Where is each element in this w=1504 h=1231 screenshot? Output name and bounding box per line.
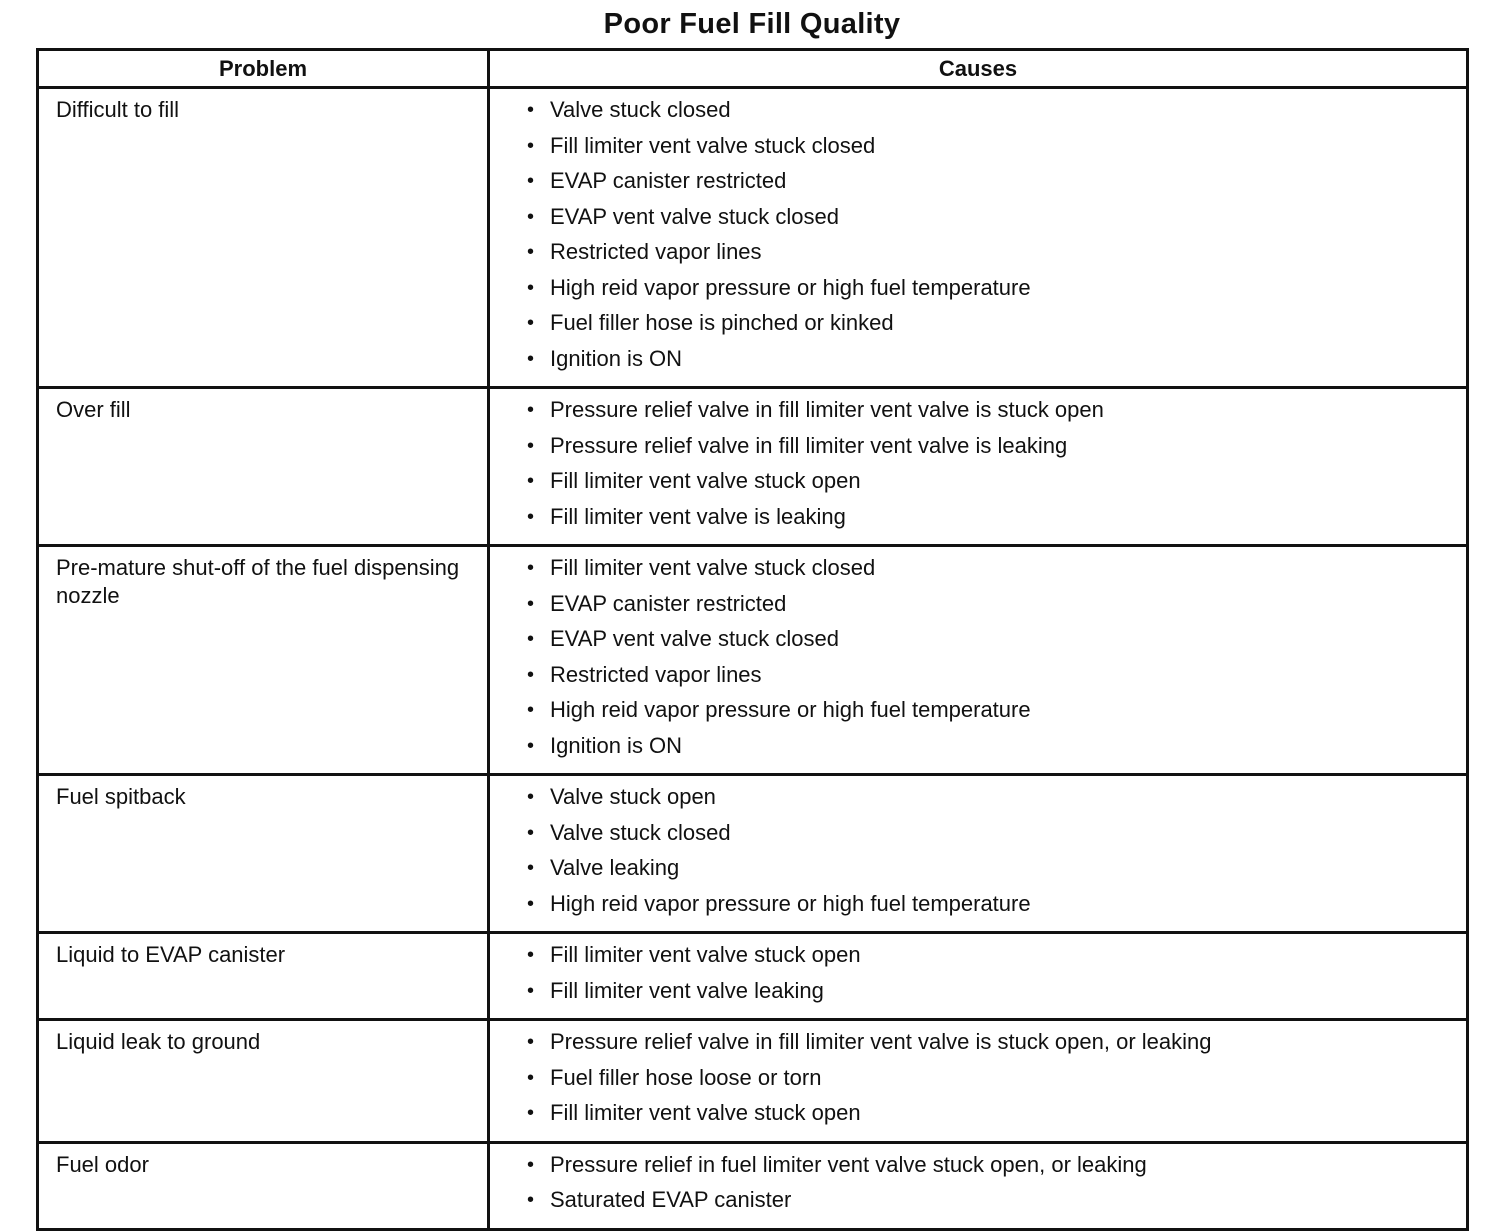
cause-item: • EVAP vent valve stuck closed (490, 625, 1466, 661)
cause-item: • EVAP canister restricted (490, 590, 1466, 626)
problem-cell (38, 388, 489, 546)
table-row (38, 933, 1468, 1020)
cause-list (490, 776, 1466, 931)
cause-item: • Ignition is ON (490, 345, 1466, 381)
cause-item: • Restricted vapor lines (490, 661, 1466, 697)
fuel-fill-quality-table (36, 48, 1469, 1231)
problem-cell (38, 1020, 489, 1143)
cause-item: • Fuel filler hose loose or torn (490, 1064, 1466, 1100)
causes-cell (489, 88, 1468, 388)
cause-list (490, 934, 1466, 1018)
causes-cell (489, 1142, 1468, 1229)
table-row (38, 775, 1468, 933)
problem-cell (38, 88, 489, 388)
cause-item: • Fill limiter vent valve stuck open (490, 1099, 1466, 1135)
cause-list (490, 389, 1466, 544)
cause-item: • Saturated EVAP canister (490, 1186, 1466, 1222)
cause-item: • Fill limiter vent valve stuck open (490, 941, 1466, 977)
problem-cell (38, 546, 489, 775)
cause-list (490, 1144, 1466, 1228)
causes-cell (489, 933, 1468, 1020)
table-row (38, 88, 1468, 388)
cause-item: • EVAP vent valve stuck closed (490, 203, 1466, 239)
table-row (38, 546, 1468, 775)
problem-label: Liquid leak to ground (56, 1029, 261, 1054)
cause-item: • Ignition is ON (490, 732, 1466, 768)
cause-item: • Valve stuck open (490, 783, 1466, 819)
cause-item: • Fill limiter vent valve leaking (490, 977, 1466, 1013)
problem-cell (38, 1142, 489, 1229)
problem-label: Fuel odor (56, 1151, 149, 1177)
causes-cell (489, 775, 1468, 933)
table-row (38, 388, 1468, 546)
causes-cell (489, 388, 1468, 546)
cause-item: • Restricted vapor lines (490, 238, 1466, 274)
problem-label: Pre-mature shut-off of the fuel dispensing nozzle (56, 555, 460, 608)
problem-label: Difficult to fill (56, 97, 180, 122)
problem-cell (38, 775, 489, 933)
table-body (38, 88, 1468, 1230)
problem-label: Over fill (56, 397, 131, 422)
cause-item: • EVAP canister restricted (490, 167, 1466, 203)
cause-item: • High reid vapor pressure or high fuel temperature (490, 696, 1466, 732)
cause-item: • Fill limiter vent valve stuck closed (490, 554, 1466, 590)
cause-item: • Valve stuck closed (490, 96, 1466, 132)
page-title: Poor Fuel Fill Quality (603, 8, 901, 40)
cause-item: • Valve stuck closed (490, 819, 1466, 855)
cause-item: • Fill limiter vent valve stuck open (490, 467, 1466, 503)
column-header-problem: Problem (38, 50, 489, 88)
cause-item: • Pressure relief valve in fill limiter vent valve is stuck open (490, 396, 1466, 432)
cause-list (490, 547, 1466, 773)
problem-label: Fuel spitback (56, 784, 186, 809)
cause-item: • Pressure relief valve in fill limiter vent valve is leaking (490, 432, 1466, 468)
cause-item: • Fill limiter vent valve stuck closed (490, 132, 1466, 168)
cause-item: • Fill limiter vent valve is leaking (490, 503, 1466, 539)
cause-list (490, 89, 1466, 386)
cause-item: • Pressure relief in fuel limiter vent valve stuck open, or leaking (490, 1151, 1466, 1187)
column-header-causes: Causes (489, 50, 1468, 88)
table-header-row (38, 50, 1468, 88)
causes-cell (489, 546, 1468, 775)
cause-item: • Pressure relief valve in fill limiter vent valve is stuck open, or leaking (490, 1028, 1466, 1064)
problem-label: Liquid to EVAP canister (56, 942, 286, 967)
table-row (38, 1142, 1468, 1229)
cause-item: • High reid vapor pressure or high fuel temperature (490, 890, 1466, 926)
cause-item: • Valve leaking (490, 854, 1466, 890)
cause-item: • High reid vapor pressure or high fuel temperature (490, 274, 1466, 310)
cause-list (490, 1021, 1466, 1141)
problem-cell (38, 933, 489, 1020)
cause-item: • Fuel filler hose is pinched or kinked (490, 309, 1466, 345)
table-row (38, 1020, 1468, 1143)
causes-cell (489, 1020, 1468, 1143)
